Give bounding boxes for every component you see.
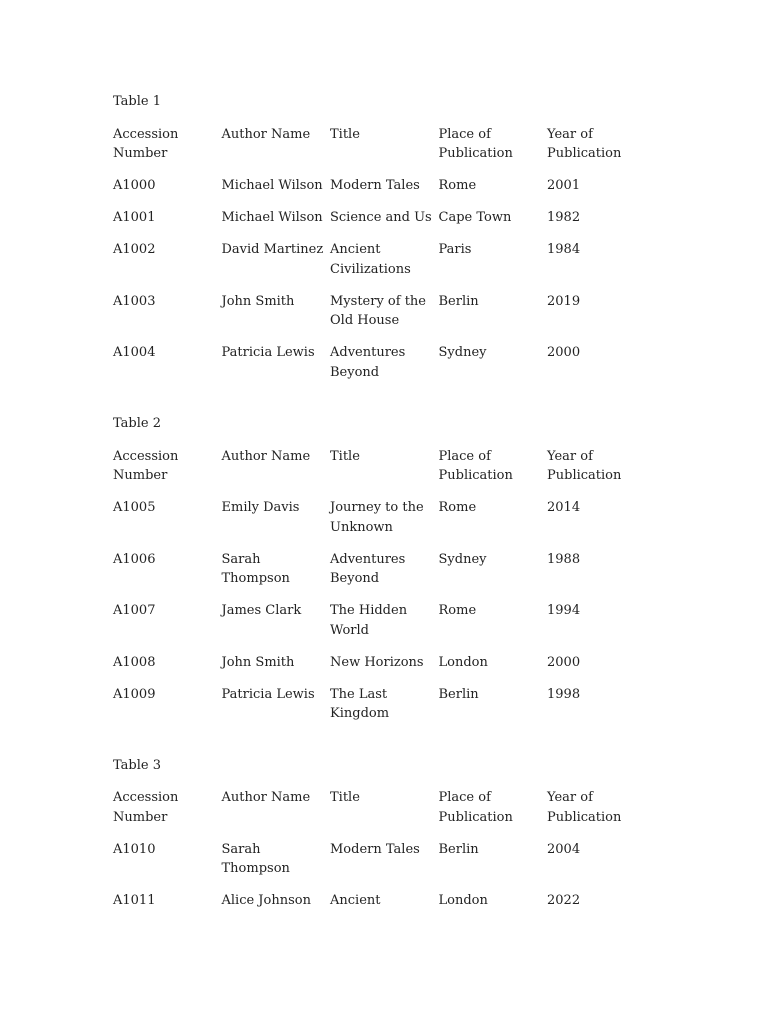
author-name-cell: David Martinez <box>221 242 324 257</box>
year-cell: 2014 <box>547 500 581 515</box>
author-name-cell: John Smith <box>221 293 295 309</box>
year-cell: 2000 <box>547 345 581 360</box>
table-header-row <box>113 125 658 164</box>
title-cell: Modern Tales <box>330 841 420 857</box>
table-row <box>113 292 658 331</box>
title-cell: Adventures Beyond <box>330 345 406 380</box>
table-row <box>113 240 658 279</box>
year-cell: 1988 <box>547 551 581 567</box>
header-author-name: Author Name <box>221 448 311 464</box>
table-row <box>113 498 658 537</box>
author-name-cell: Alice Johnson <box>221 893 311 908</box>
table-row <box>113 550 658 589</box>
table-row <box>113 208 658 228</box>
accession-number-cell: A1003 <box>113 293 156 309</box>
accession-number-cell: A1009 <box>113 686 156 702</box>
author-name-cell: Michael Wilson <box>221 210 323 225</box>
table-caption: Table 3 <box>113 757 161 773</box>
place-cell: Berlin <box>438 841 479 857</box>
place-cell: Rome <box>438 500 477 515</box>
year-cell: 2000 <box>547 654 581 670</box>
author-name-cell: Sarah Thompson <box>221 841 290 876</box>
title-cell: Journey to the Unknown <box>330 500 424 535</box>
table-row <box>113 653 658 673</box>
header-year-of-publication: Year of Publication <box>547 448 622 483</box>
author-name-cell: Patricia Lewis <box>221 345 315 360</box>
accession-number-cell: A1002 <box>113 242 156 257</box>
title-cell: The Hidden World <box>330 603 408 638</box>
accession-number-cell: A1000 <box>113 178 156 193</box>
accession-number-cell: A1005 <box>113 500 156 515</box>
place-cell: Rome <box>438 603 477 618</box>
author-name-cell: John Smith <box>221 654 295 670</box>
accession-number-cell: A1004 <box>113 345 156 360</box>
year-cell: 2022 <box>547 893 581 908</box>
title-cell: Science and Us <box>330 210 432 225</box>
header-year-of-publication: Year of Publication <box>547 126 622 161</box>
header-accession-number: Accession Number <box>113 448 179 483</box>
header-place-of-publication: Place of Publication <box>438 448 513 483</box>
table-header-row <box>113 447 658 486</box>
year-cell: 2001 <box>547 178 581 193</box>
table-row <box>113 343 658 382</box>
author-name-cell: Emily Davis <box>221 500 300 515</box>
year-cell: 1982 <box>547 210 581 225</box>
title-cell: New Horizons <box>330 654 424 670</box>
accession-number-cell: A1007 <box>113 603 156 618</box>
place-cell: London <box>438 654 488 670</box>
place-cell: Paris <box>438 242 472 257</box>
header-place-of-publication: Place of Publication <box>438 126 513 161</box>
table-row <box>113 840 658 879</box>
table-row <box>113 601 658 640</box>
table-row <box>113 176 658 196</box>
year-cell: 2004 <box>547 841 581 857</box>
year-cell: 1998 <box>547 686 581 702</box>
header-place-of-publication: Place of Publication <box>438 790 513 825</box>
table-caption: Table 1 <box>113 94 161 109</box>
document-page <box>113 92 658 943</box>
table-2 <box>113 414 658 724</box>
title-cell: The Last Kingdom <box>330 686 390 721</box>
accession-number-cell: A1011 <box>113 893 156 908</box>
author-name-cell: James Clark <box>221 603 302 618</box>
place-cell: Rome <box>438 178 477 193</box>
accession-number-cell: A1001 <box>113 210 156 225</box>
header-author-name: Author Name <box>221 790 311 805</box>
header-accession-number: Accession Number <box>113 790 179 825</box>
accession-number-cell: A1008 <box>113 654 156 670</box>
header-title: Title <box>330 126 360 142</box>
header-year-of-publication: Year of Publication <box>547 790 622 825</box>
title-cell: Ancient Civilizations <box>330 242 411 277</box>
place-cell: Sydney <box>438 551 487 567</box>
place-cell: Berlin <box>438 686 479 702</box>
place-cell: Sydney <box>438 345 487 360</box>
author-name-cell: Michael Wilson <box>221 178 323 193</box>
year-cell: 2019 <box>547 293 581 309</box>
title-cell: Mystery of the Old House <box>330 293 426 328</box>
place-cell: Berlin <box>438 293 479 309</box>
place-cell: Cape Town <box>438 210 512 225</box>
header-title: Title <box>330 790 360 805</box>
table-header-row <box>113 788 658 827</box>
accession-number-cell: A1006 <box>113 551 156 567</box>
accession-number-cell: A1010 <box>113 841 156 857</box>
table-3 <box>113 756 658 911</box>
header-title: Title <box>330 448 360 464</box>
table-caption: Table 2 <box>113 416 161 431</box>
place-cell: London <box>438 893 488 908</box>
year-cell: 1994 <box>547 603 581 618</box>
title-cell: Modern Tales <box>330 178 420 193</box>
year-cell: 1984 <box>547 242 581 257</box>
table-1 <box>113 92 658 382</box>
title-cell: Adventures Beyond <box>330 551 406 586</box>
author-name-cell: Patricia Lewis <box>221 686 315 702</box>
title-cell: Ancient <box>330 893 381 908</box>
header-accession-number: Accession Number <box>113 126 179 161</box>
header-author-name: Author Name <box>221 126 311 142</box>
author-name-cell: Sarah Thompson <box>221 551 290 586</box>
table-row <box>113 685 658 724</box>
table-row <box>113 891 658 911</box>
